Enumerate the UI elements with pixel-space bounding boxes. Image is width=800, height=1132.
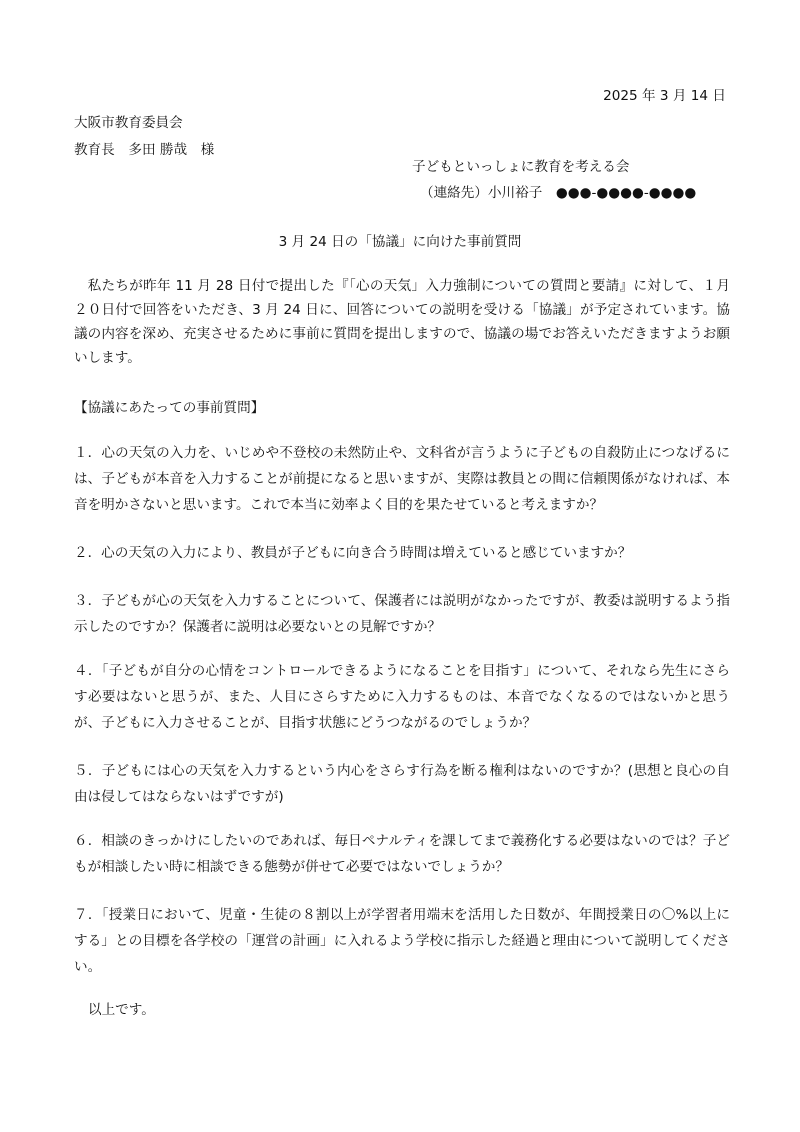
sender-contact: （連絡先）小川裕子 ●●●-●●●●-●●●● xyxy=(420,185,697,201)
sender-block xyxy=(412,154,696,206)
document-title: 3 月 24 日の「協議」に向けた事前質問 xyxy=(278,234,522,250)
question-3: ３．子どもが心の天気を入力することについて、保護者には説明がなかったですが、教委は説明するよう指示したのですか？保護者に説明は必要ないとの見解ですか？ xyxy=(74,593,730,635)
question-4: ４．「子どもが自分の心情をコントロールできるようになることを目指す」について、それなら先生にさらす必要はないと思うが、また、人目にさらすために入力するものは、本音でなくなるのではないかと思うが、子どもに入力させることが、目指す状態にどうつながるのでしょうか？ xyxy=(74,663,730,731)
closing-text: 以上です。 xyxy=(88,1002,155,1018)
addressee-organization: 大阪市教育委員会 xyxy=(74,115,183,131)
sender-group: 子どもといっしょに教育を考える会 xyxy=(412,159,630,175)
question-5: ５．子どもには心の天気を入力するという内心をさらす行為を断る権利はないのですか？(思想と良心の自由は侵してはならないはずですが) xyxy=(74,763,730,805)
question-1: １．心の天気の入力を、いじめや不登校の未然防止や、文科省が言うように子どもの自殺防止につなげるには、子どもが本音を入力することが前提になると思いますが、実際は教員との間に信頼関係がなければ、本音を明かさないと思います。これで本当に効率よく目的を果たせていると考えますか？ xyxy=(74,445,730,513)
question-2: ２．心の天気の入力により、教員が子どもに向き合う時間は増えていると感じていますか？ xyxy=(74,545,632,561)
intro-paragraph: 私たちが昨年 11 月 28 日付で提出した『「心の天気」入力強制についての質問と要請』に対して、１月２０日付で回答をいただき、3 月 24 日に、回答についての説明を受ける「協議」が予定されています。協議の内容を深め、充実させるために事前に質問を提出しますので、協議の場でお答えいただきますようお願いします。 xyxy=(74,278,730,366)
question-7: ７．「授業日において、児童・生徒の８割以上が学習者用端末を活用した日数が、年間授業日の〇%以上にする」との目標を各学校の「運営の計画」に入れるよう学校に指示した経過と理由について説明してください。 xyxy=(74,907,730,975)
intro-block xyxy=(74,274,730,370)
addressee-person: 教育長 多田 勝哉 様 xyxy=(74,142,215,158)
section-heading: 【協議にあたっての事前質問】 xyxy=(74,400,265,416)
question-6: ６．相談のきっかけにしたいのであれば、毎日ペナルティを課してまで義務化する必要はないのでは？子どもが相談したい時に相談できる態勢が併せて必要ではないでしょうか？ xyxy=(74,833,730,875)
addressee-block xyxy=(74,110,214,164)
document-date: 2025 年 3 月 14 日 xyxy=(603,88,726,104)
